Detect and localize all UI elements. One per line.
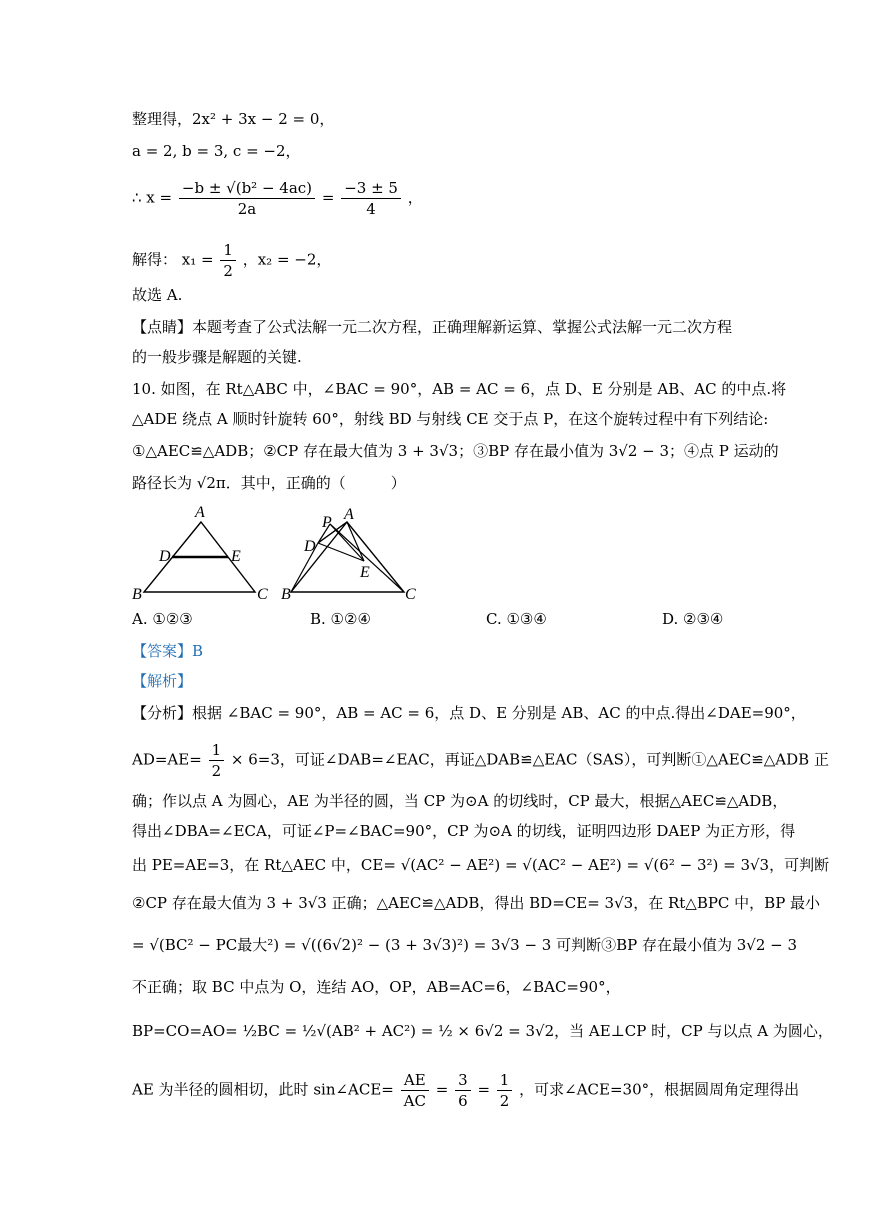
- fraction-denominator: 2: [211, 762, 222, 780]
- result-fraction: [341, 178, 401, 219]
- fraction-denominator: 6: [458, 1092, 468, 1110]
- ratio-fraction: [455, 1070, 471, 1111]
- question-line-2: △ADE 绕点 A 顺时针旋转 60°，射线 BD 与射线 CE 交于点 P，在这个旋转过程中有下列结论:: [132, 410, 769, 428]
- analysis-line-7: = √(BC² − PC最大²) = √((6√2)² − (3 + 3√3)²) = 3√3 − 3 可判断③BP 存在最小值为 3√2 − 3: [132, 936, 798, 954]
- option-b: B. ①②④: [310, 610, 371, 628]
- analysis-line-8: 不正确；取 BC 中点为 O，连结 AO，OP，AB=AC=6，∠BAC=90°，: [132, 978, 621, 996]
- fraction-numerator: 3: [455, 1070, 471, 1091]
- label-b: B: [281, 586, 291, 603]
- label-e: E: [360, 564, 370, 581]
- triangle-abc: [291, 522, 404, 592]
- label-a: A: [344, 506, 354, 523]
- analysis-line-4: 得出∠DBA=∠ECA，可证∠P=∠BAC=90°，CP 为⊙A 的切线，证明四边形 DAEP 为正方形，得: [132, 822, 796, 840]
- question-line-1: 10. 如图，在 Rt△ABC 中，∠BAC = 90°，AB = AC = 6，点 D、E 分别是 AB、AC 的中点.将: [132, 380, 787, 398]
- text: AE 为半径的圆相切，此时 sin∠ACE=: [132, 1080, 394, 1099]
- root-x2: ，x₂ = −2，: [242, 250, 332, 269]
- option-a: A. ①②③: [132, 610, 193, 628]
- label-e: E: [231, 548, 241, 565]
- solution-line-1: 整理得，2x² + 3x − 2 = 0，: [132, 110, 335, 128]
- equals-sign: =: [477, 1080, 491, 1099]
- equals-sign: =: [435, 1080, 449, 1099]
- fraction-denominator: 2a: [237, 200, 257, 218]
- formula-prefix: ∴ x =: [132, 188, 173, 207]
- solution-line-3: [132, 178, 423, 219]
- answer-label: 【答案】B: [132, 642, 204, 660]
- analysis-line-2: [132, 740, 829, 781]
- label-a: A: [195, 504, 205, 521]
- sin-fraction: [401, 1070, 429, 1111]
- comment-line-1: 【点睛】本题考查了公式法解一元二次方程，正确理解新运算、掌握公式法解一元二次方程: [132, 318, 733, 336]
- equals-sign: =: [321, 188, 335, 207]
- text: × 6=3，可证∠DAB=∠EAC，再证△DAB≌△EAC（SAS），可判断①△AEC≌△ADB 正: [230, 750, 829, 769]
- option-d: D. ②③④: [662, 610, 724, 628]
- punctuation: ，: [407, 188, 423, 207]
- solution-line-4: [132, 240, 331, 281]
- solution-line-5: 故选 A.: [132, 286, 183, 304]
- root-x1-label: x₁ =: [181, 250, 214, 269]
- comment-line-2: 的一般步骤是解题的关键.: [132, 348, 302, 366]
- label-p: P: [322, 514, 332, 531]
- fraction-numerator: −b ± √(b² − 4ac): [179, 178, 315, 199]
- solution-line-2: a = 2, b = 3, c = −2，: [132, 142, 301, 160]
- analysis-line-9: BP=CO=AO= ½BC = ½√(AB² + AC²) = ½ × 6√2 = 3√2，当 AE⊥CP 时，CP 与以点 A 为圆心，: [132, 1022, 833, 1040]
- geometry-figure-right: [280, 500, 430, 605]
- fraction-numerator: AE: [401, 1070, 429, 1091]
- label-d: D: [304, 538, 316, 555]
- half-fraction: [497, 1070, 513, 1111]
- analysis-line-5: 出 PE=AE=3，在 Rt△AEC 中，CE= √(AC² − AE²) = √(AC² − AE²) = √(6² − 3²) = 3√3，可判断: [132, 856, 830, 874]
- solved-label: 解得：: [132, 250, 178, 269]
- label-b: B: [132, 586, 142, 603]
- fraction-numerator: −3 ± 5: [341, 178, 401, 199]
- fraction-denominator: 2: [499, 1092, 510, 1110]
- fraction-denominator: AC: [403, 1092, 426, 1110]
- question-line-4: 路径长为 √2π．其中，正确的（ ）: [132, 474, 406, 492]
- fraction-numerator: 1: [220, 240, 236, 261]
- analysis-heading: 【解析】: [132, 672, 193, 690]
- root-x1-fraction: [220, 240, 236, 281]
- geometry-figure-left: [130, 500, 280, 605]
- fraction-numerator: 1: [209, 740, 225, 761]
- fraction-denominator: 4: [366, 200, 376, 218]
- question-line-3: ①△AEC≌△ADB；②CP 存在最大值为 3 + 3√3；③BP 存在最小值为 3√2 − 3；④点 P 运动的: [132, 442, 779, 460]
- label-d: D: [159, 548, 171, 565]
- analysis-line-1: 【分析】根据 ∠BAC = 90°，AB = AC = 6，点 D、E 分别是 AB、AC 的中点.得出∠DAE=90°，: [132, 704, 806, 722]
- option-c: C. ①③④: [486, 610, 547, 628]
- half-fraction: [209, 740, 225, 781]
- analysis-line-3: 确；作以点 A 为圆心，AE 为半径的圆，当 CP 为⊙A 的切线时，CP 最大，根据△AEC≌△ADB，: [132, 792, 788, 810]
- analysis-line-10: [132, 1070, 799, 1111]
- fraction-denominator: 2: [223, 262, 233, 280]
- text: AD=AE=: [132, 750, 202, 769]
- label-c: C: [257, 586, 268, 603]
- analysis-line-6: ②CP 存在最大值为 3 + 3√3 正确；△AEC≌△ADB，得出 BD=CE= 3√3，在 Rt△BPC 中，BP 最小: [132, 894, 821, 912]
- quadratic-formula-fraction: [179, 178, 315, 219]
- fraction-numerator: 1: [497, 1070, 513, 1091]
- text: ，可求∠ACE=30°，根据圆周角定理得出: [519, 1080, 800, 1099]
- label-c: C: [405, 586, 416, 603]
